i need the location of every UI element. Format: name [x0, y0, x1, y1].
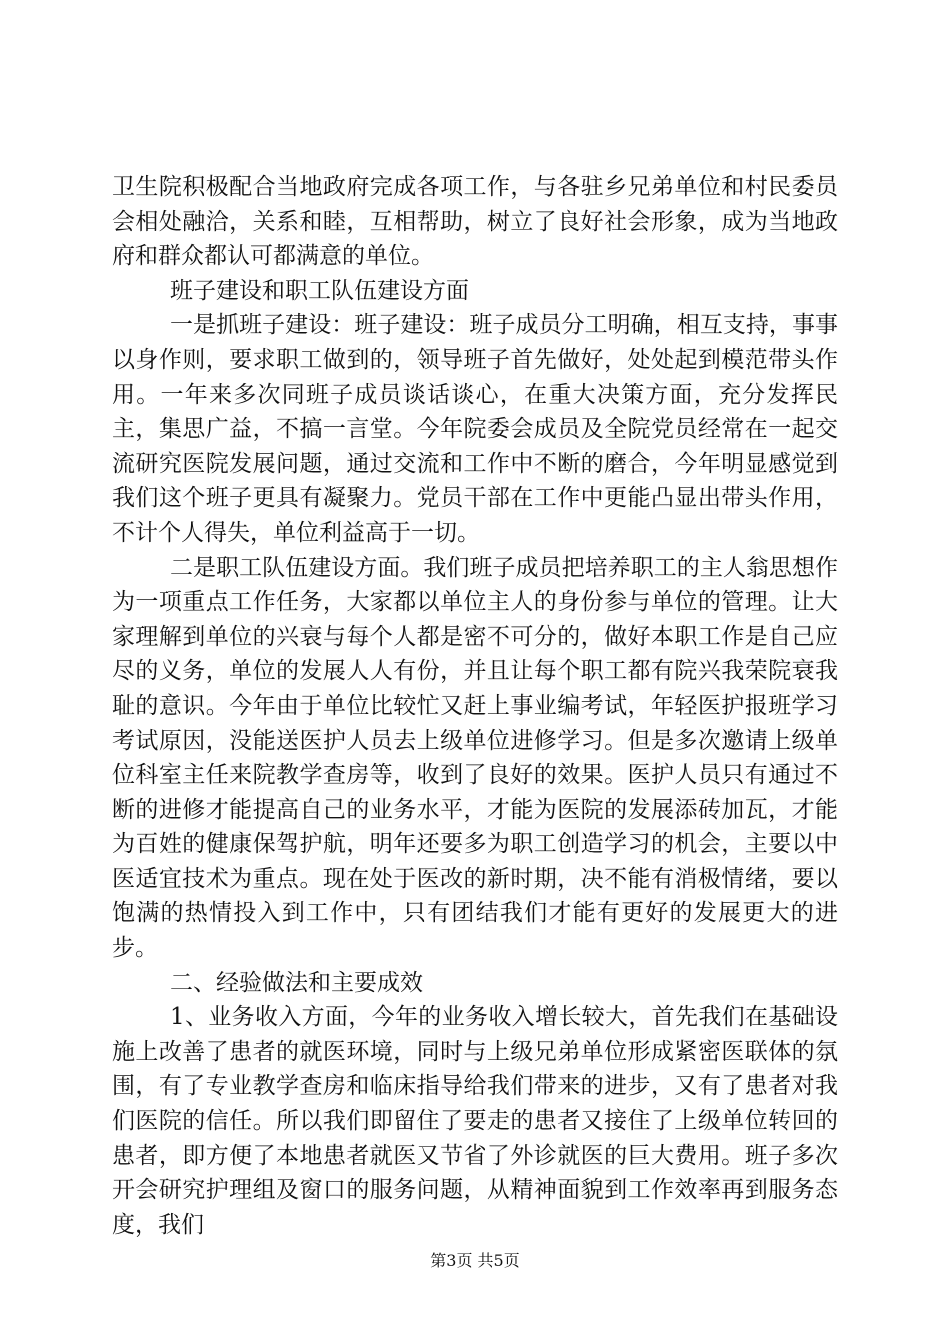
- paragraph-business-income: 1、业务收入方面，今年的业务收入增长较大，首先我们在基础设施上改善了患者的就医环境，同时与上级兄弟单位形成紧密医联体的氛围，有了专业教学查房和临床指导给我们带来的进步，又有了患者对我们医院的信任。所以我们即留住了要走的患者又接住了上级单位转回的患者，即方便了本地患者就医又节省了外诊就医的巨大费用。班子多次开会研究护理组及窗口的服务问题，从精神面貌到工作效率再到服务态度，我们: [112, 1004, 838, 1238]
- page-number-footer: 第3页 共5页: [430, 1251, 520, 1270]
- document-body: [112, 170, 838, 1242]
- paragraph-leadership-team: 一是抓班子建设：班子建设：班子成员分工明确，相互支持，事事以身作则，要求职工做到的，领导班子首先做好，处处起到模范带头作用。一年来多次同班子成员谈话谈心，在重大决策方面，充分发挥民主，集思广益，不搞一言堂。今年院委会成员及全院党员经常在一起交流研究医院发展问题，通过交流和工作中不断的磨合，今年明显感觉到我们这个班子更具有凝聚力。党员干部在工作中更能凸显出带头作用，不计个人得失，单位利益高于一切。: [112, 312, 838, 546]
- paragraph-staff-building: 二是职工队伍建设方面。我们班子成员把培养职工的主人翁思想作为一项重点工作任务，大家都以单位主人的身份参与单位的管理。让大家理解到单位的兴衰与每个人都是密不可分的，做好本职工作是自己应尽的义务，单位的发展人人有份，并且让每个职工都有院兴我荣院衰我耻的意识。今年由于单位比较忙又赶上事业编考试，年轻医护报班学习考试原因，没能送医护人员去上级单位进修学习。但是多次邀请上级单位科室主任来院教学查房等，收到了良好的效果。医护人员只有通过不断的进修才能提高自己的业务水平，才能为医院的发展添砖加瓦，才能为百姓的健康保驾护航，明年还要多为职工创造学习的机会，主要以中医适宜技术为重点。现在处于医改的新时期，决不能有消极情绪，要以饱满的热情投入到工作中，只有团结我们才能有更好的发展更大的进步。: [112, 554, 838, 962]
- paragraph-continuation: 卫生院积极配合当地政府完成各项工作，与各驻乡兄弟单位和村民委员会相处融洽，关系和睦，互相帮助，树立了良好社会形象，成为当地政府和群众都认可都满意的单位。: [112, 174, 838, 270]
- section-heading-experience: 二、经验做法和主要成效: [170, 969, 423, 996]
- section-heading-team-building: 班子建设和职工队伍建设方面: [170, 277, 469, 304]
